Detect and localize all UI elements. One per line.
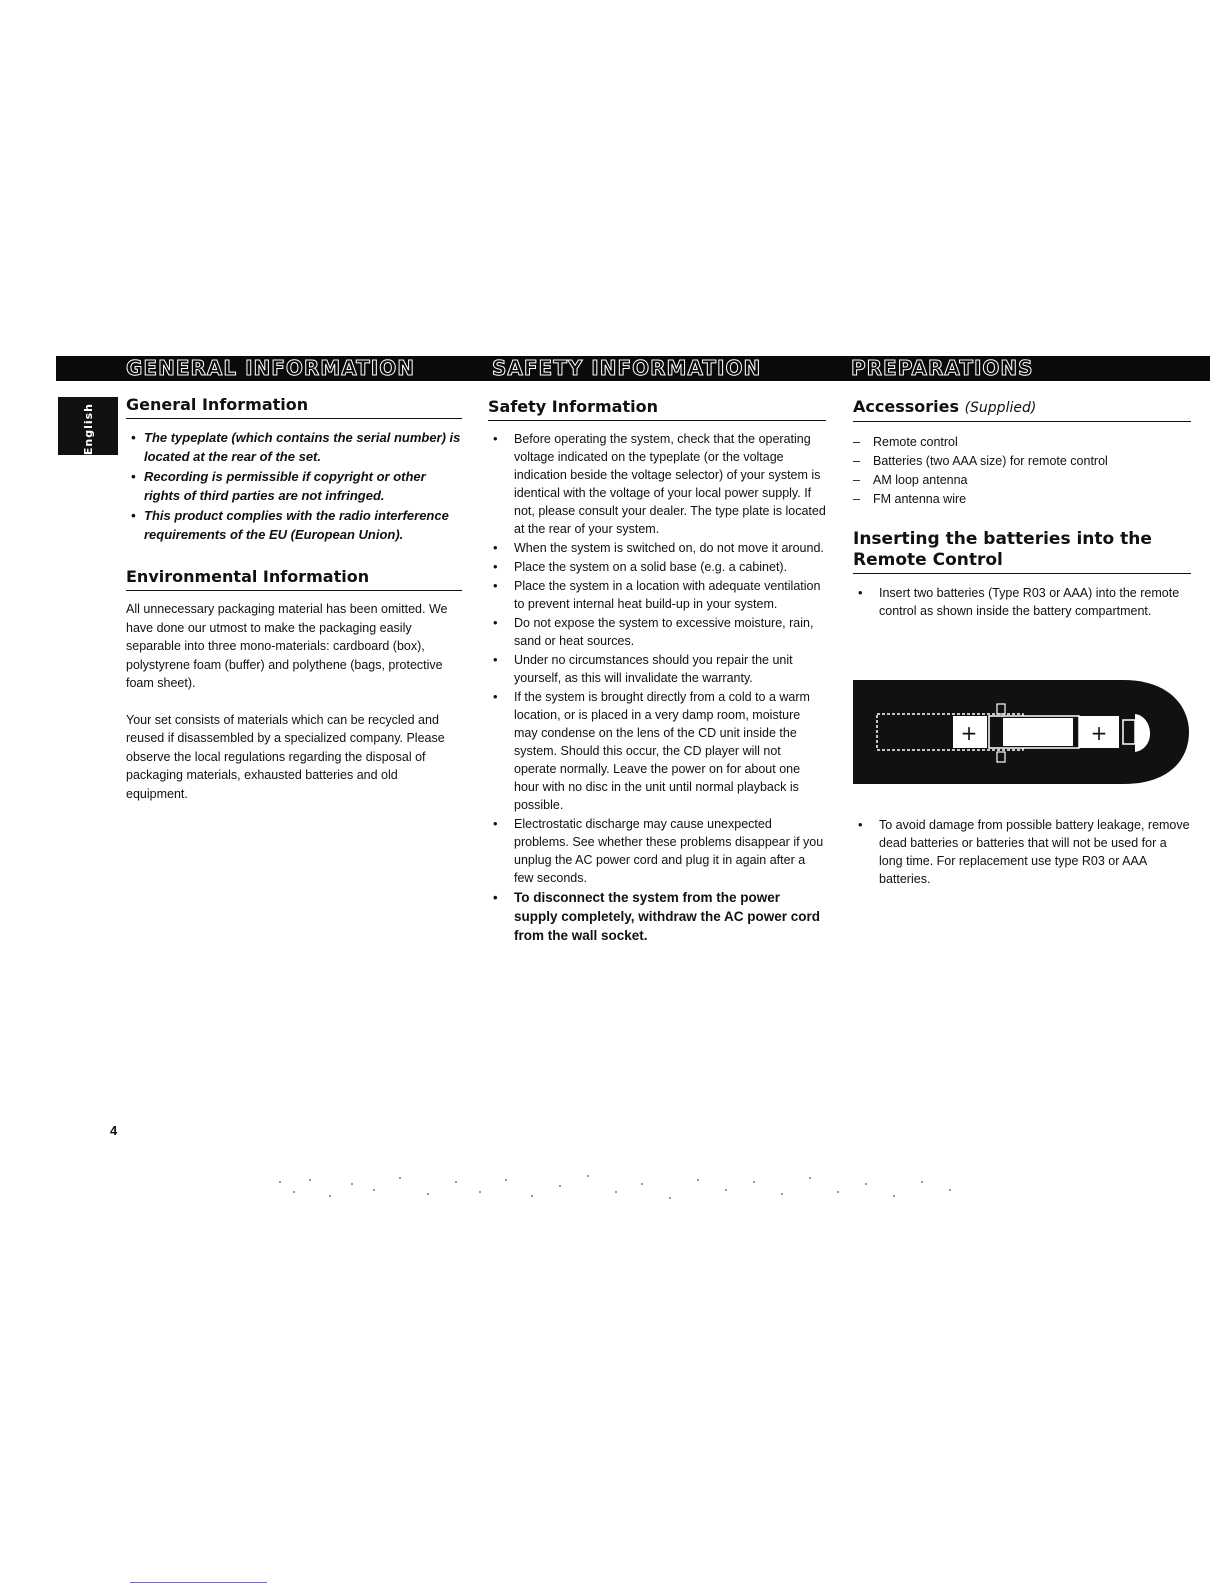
accessories-list [853, 433, 1191, 509]
list-item: • Do not expose the system to excessive moisture, rain, sand or heat sources. [488, 614, 826, 650]
general-bullets [126, 428, 462, 544]
section-banner [56, 356, 1210, 381]
list-item: • If the system is brought directly from a cold to a warm location, or is placed in a very damp room, moisture may condense on the lens of the CD unit inside the system. Should this occur, the CD player will not operate normally. Leave the power on for about one hour with no disc in the unit until normal playback is possible. [488, 688, 826, 814]
environmental-paragraph-1: All unnecessary packaging material has been omitted. We have done our utmost to make the packaging easily separable into three mono-materials: cardboard (box), polystyrene foam (buffer) and polythene (bags, protective foam sheet). [126, 602, 448, 690]
environmental-paragraph-2: Your set consists of materials which can be recycled and reused if disassembled by a specialized company. Please observe the local regulations regarding the disposal of packaging materials, exhausted batteries and old equipment. [126, 712, 445, 801]
battery-plus-left: + [960, 721, 978, 745]
list-item: – FM antenna wire [853, 490, 1191, 509]
safety-warning: • To disconnect the system from the power supply completely, withdraw the AC power cord from the wall socket. [488, 888, 826, 945]
safety-bullets [488, 430, 826, 945]
list-item: • Electrostatic discharge may cause unexpected problems. See whether these problems disappear if you unplug the AC power cord and plug it in again after a few seconds. [488, 815, 826, 887]
banner-safety-title: SAFETY INFORMATION [492, 356, 762, 380]
environmental-heading: Environmental Information [126, 566, 462, 591]
general-column [126, 394, 462, 803]
general-heading: General Information [126, 394, 462, 419]
preparations-column [853, 396, 1191, 889]
safety-column [488, 396, 826, 946]
list-item: • Under no circumstances should you repair the unit yourself, as this will invalidate the warranty. [488, 651, 826, 687]
batteries-heading: Inserting the batteries into the Remote Control [853, 529, 1191, 574]
batteries-bullets-2 [853, 816, 1191, 888]
safety-heading: Safety Information [488, 396, 826, 421]
list-item: • Recording is permissible if copyright or other rights of third parties are not infringed. [126, 467, 462, 505]
battery-compartment-diagram [853, 672, 1193, 794]
language-tab [58, 397, 118, 455]
accessories-heading-sub: (Supplied) [964, 400, 1037, 416]
list-item: • This product complies with the radio interference requirements of the EU (European Union). [126, 506, 462, 544]
footer-underline [130, 1582, 267, 1583]
accessories-heading-text: Accessories [853, 397, 959, 416]
list-item: • Insert two batteries (Type R03 or AAA) into the remote control as shown inside the battery compartment. [853, 584, 1191, 620]
list-item: • Place the system on a solid base (e.g. a cabinet). [488, 558, 826, 576]
list-item: • The typeplate (which contains the serial number) is located at the rear of the set. [126, 428, 462, 466]
scan-noise [270, 1162, 990, 1212]
language-tab-label: English [82, 403, 95, 456]
banner-preparations-title: PREPARATIONS [851, 356, 1034, 380]
page-number: 4 [110, 1123, 118, 1138]
banner-general-title: GENERAL INFORMATION [126, 356, 415, 380]
list-item: • To avoid damage from possible battery leakage, remove dead batteries or batteries that will not be used for a long time. For replacement use type R03 or AAA batteries. [853, 816, 1191, 888]
list-item: • When the system is switched on, do not move it around. [488, 539, 826, 557]
accessories-heading [853, 396, 1191, 422]
list-item: • Before operating the system, check that the operating voltage indicated on the typeplate (or the voltage indication beside the voltage selector) of your system is identical with the voltage of your local power supply. If not, please consult your dealer. The type plate is located at the rear of your system. [488, 430, 826, 538]
list-item: – Remote control [853, 433, 1191, 452]
batteries-bullets-1 [853, 584, 1191, 620]
list-item: – AM loop antenna [853, 471, 1191, 490]
list-item: • Place the system in a location with adequate ventilation to prevent internal heat build-up in your system. [488, 577, 826, 613]
list-item: – Batteries (two AAA size) for remote control [853, 452, 1191, 471]
battery-plus-right: + [1090, 721, 1108, 745]
